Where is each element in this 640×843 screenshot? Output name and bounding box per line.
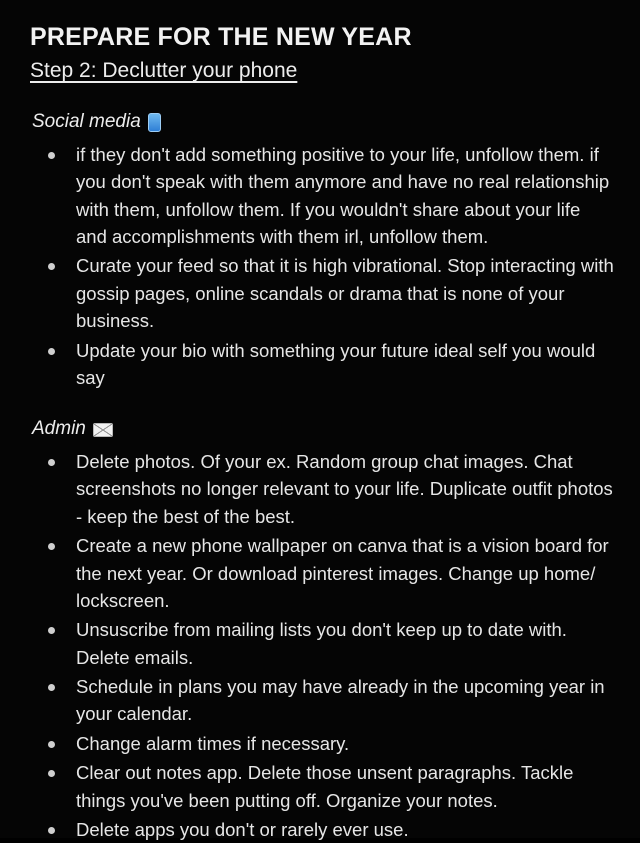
- envelope-icon: [93, 421, 113, 438]
- section-admin: [30, 417, 614, 843]
- list-item: Unsuscribe from mailing lists you don't keep up to date with. Delete emails.: [30, 616, 614, 671]
- section-heading-social-media: [32, 110, 614, 135]
- list-item: Change alarm times if necessary.: [30, 730, 614, 757]
- page-title: PREPARE FOR THE NEW YEAR: [30, 23, 412, 51]
- list-item: Create a new phone wallpaper on canva that is a vision board for the next year. Or download pinterest images. Change up home/ lockscreen.: [30, 532, 614, 614]
- list-item: Clear out notes app. Delete those unsent paragraphs. Tackle things you've been putting off. Organize your notes.: [30, 759, 614, 814]
- list-item: Delete apps you don't or rarely ever use.: [30, 816, 614, 843]
- page-subtitle: Step 2: Declutter your phone: [30, 59, 298, 82]
- social-media-list: [30, 141, 614, 391]
- section-social-media: [30, 110, 614, 391]
- section-heading-label: Social media: [32, 111, 141, 133]
- section-spacer: [30, 405, 614, 417]
- list-item: Curate your feed so that it is high vibrational. Stop interacting with gossip pages, online scandals or drama that is none of your business.: [30, 252, 614, 334]
- list-item: Delete photos. Of your ex. Random group chat images. Chat screenshots no longer relevant to your life. Duplicate outfit photos - keep the best of the best.: [30, 448, 614, 530]
- section-heading-label: Admin: [32, 418, 86, 440]
- list-item: if they don't add something positive to your life, unfollow them. if you don't speak with them anymore and have no real relationship with them, unfollow them. If you wouldn't share about your life and accomplishments with them irl, unfollow them.: [30, 141, 614, 251]
- mobile-phone-icon: [148, 113, 161, 132]
- list-item: Schedule in plans you may have already in the upcoming year in your calendar.: [30, 673, 614, 728]
- list-item: Update your bio with something your future ideal self you would say: [30, 337, 614, 392]
- admin-list: [30, 448, 614, 843]
- section-heading-admin: [32, 417, 614, 442]
